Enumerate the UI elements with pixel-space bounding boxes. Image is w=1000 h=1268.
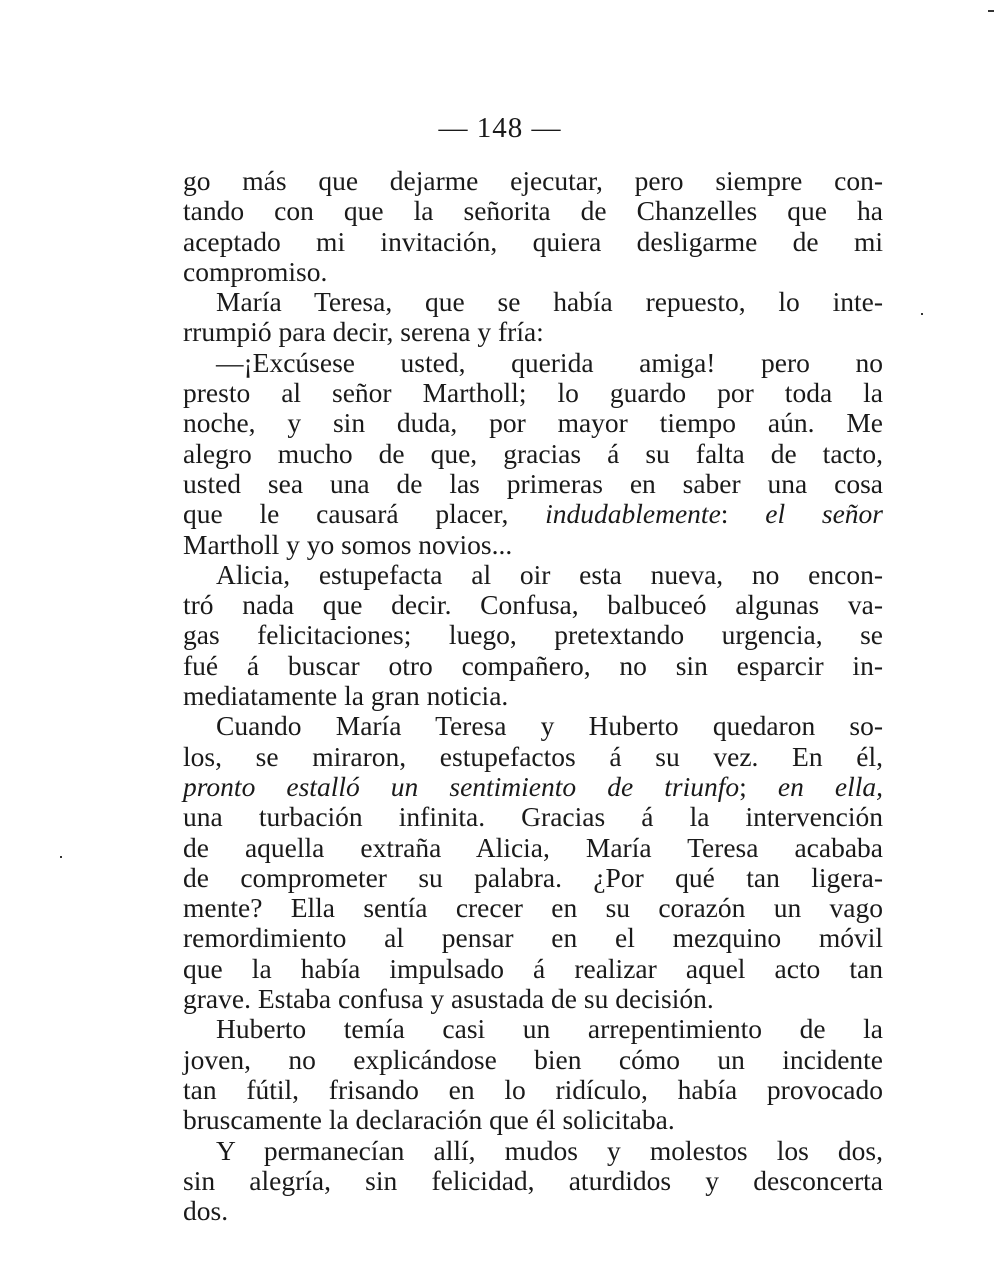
text-line: de comprometer su palabra. ¿Por qué tan ligera- bbox=[183, 861, 883, 893]
text-line: de aquella extraña Alicia, María Teresa acababa bbox=[183, 831, 883, 863]
paragraph-start-line: Huberto temía casi un arrepentimiento de la bbox=[216, 1013, 883, 1045]
text-segment: ; bbox=[739, 770, 778, 802]
paragraph-start-line: María Teresa, que se había repuesto, lo inte- bbox=[216, 286, 883, 318]
paragraph-start-line: —¡Excúsese usted, querida amiga! pero no bbox=[216, 346, 883, 378]
text-line: dos. bbox=[183, 1195, 229, 1227]
text-line: presto al señor Martholl; lo guardo por toda la bbox=[183, 377, 883, 409]
page-number: — 148 — bbox=[438, 112, 562, 144]
scan-speck bbox=[60, 856, 62, 858]
paragraph-start-line: Cuando María Teresa y Huberto quedaron so- bbox=[216, 710, 883, 742]
text-line: sin alegría, sin felicidad, aturdidos y desconcerta bbox=[183, 1164, 883, 1196]
text-segment: : bbox=[720, 498, 766, 530]
text-line: los, se miraron, estupefactos á su vez. En él, bbox=[183, 740, 883, 772]
text-line: gas felicitaciones; luego, pretextando urgencia, se bbox=[183, 619, 883, 651]
text-line: alegro mucho de que, gracias á su falta de tacto, bbox=[183, 437, 883, 469]
paragraph-start-line: Y permanecían allí, mudos y molestos los dos, bbox=[216, 1134, 883, 1166]
text-line-mixed bbox=[183, 772, 883, 802]
text-line: mente? Ella sentía crecer en su corazón un vago bbox=[183, 892, 883, 924]
text-line: tando con que la señorita de Chanzelles que ha bbox=[183, 195, 883, 227]
text-line: noche, y sin duda, por mayor tiempo aún. Me bbox=[183, 407, 883, 439]
text-line: usted sea una de las primeras en saber una cosa bbox=[183, 467, 883, 499]
text-line: rrumpió para decir, serena y fría: bbox=[183, 316, 544, 348]
italic-segment: pronto estalló un sentimiento de triunfo bbox=[183, 770, 740, 802]
text-line: que la había impulsado á realizar aquel acto tan bbox=[183, 952, 883, 984]
text-line: fué á buscar otro compañero, no sin esparcir in- bbox=[183, 649, 883, 681]
scan-speck bbox=[921, 313, 923, 315]
italic-segment: en ella, bbox=[777, 770, 884, 802]
text-line: remordimiento al pensar en el mezquino móvil bbox=[183, 922, 883, 954]
text-line: una turbación infinita. Gracias á la intervención bbox=[183, 801, 883, 833]
text-line: tan fútil, frisando en lo ridículo, había provocado bbox=[183, 1073, 883, 1105]
scan-mark bbox=[988, 10, 994, 12]
italic-segment: el señor bbox=[765, 498, 883, 530]
text-line: joven, no explicándose bien cómo un incidente bbox=[183, 1043, 883, 1075]
paragraph-start-line: Alicia, estupefacta al oir esta nueva, no encon- bbox=[216, 558, 883, 590]
text-line: aceptado mi invitación, quiera desligarme de mi bbox=[183, 225, 883, 257]
text-line: tró nada que decir. Confusa, balbuceó algunas va- bbox=[183, 589, 883, 621]
text-line-mixed bbox=[183, 499, 883, 529]
text-line: mediatamente la gran noticia. bbox=[183, 680, 509, 712]
text-line: go más que dejarme ejecutar, pero siempre con- bbox=[183, 165, 883, 196]
text-line: bruscamente la declaración que él solicitaba. bbox=[183, 1104, 675, 1136]
text-line: grave. Estaba confusa y asustada de su decisión. bbox=[183, 983, 714, 1015]
italic-segment: indudablemente bbox=[545, 498, 721, 530]
text-segment: que le causará placer, bbox=[183, 498, 546, 530]
body-text bbox=[183, 166, 883, 1226]
text-line: compromiso. bbox=[183, 255, 328, 287]
text-line: Martholl y yo somos novios... bbox=[183, 528, 513, 560]
